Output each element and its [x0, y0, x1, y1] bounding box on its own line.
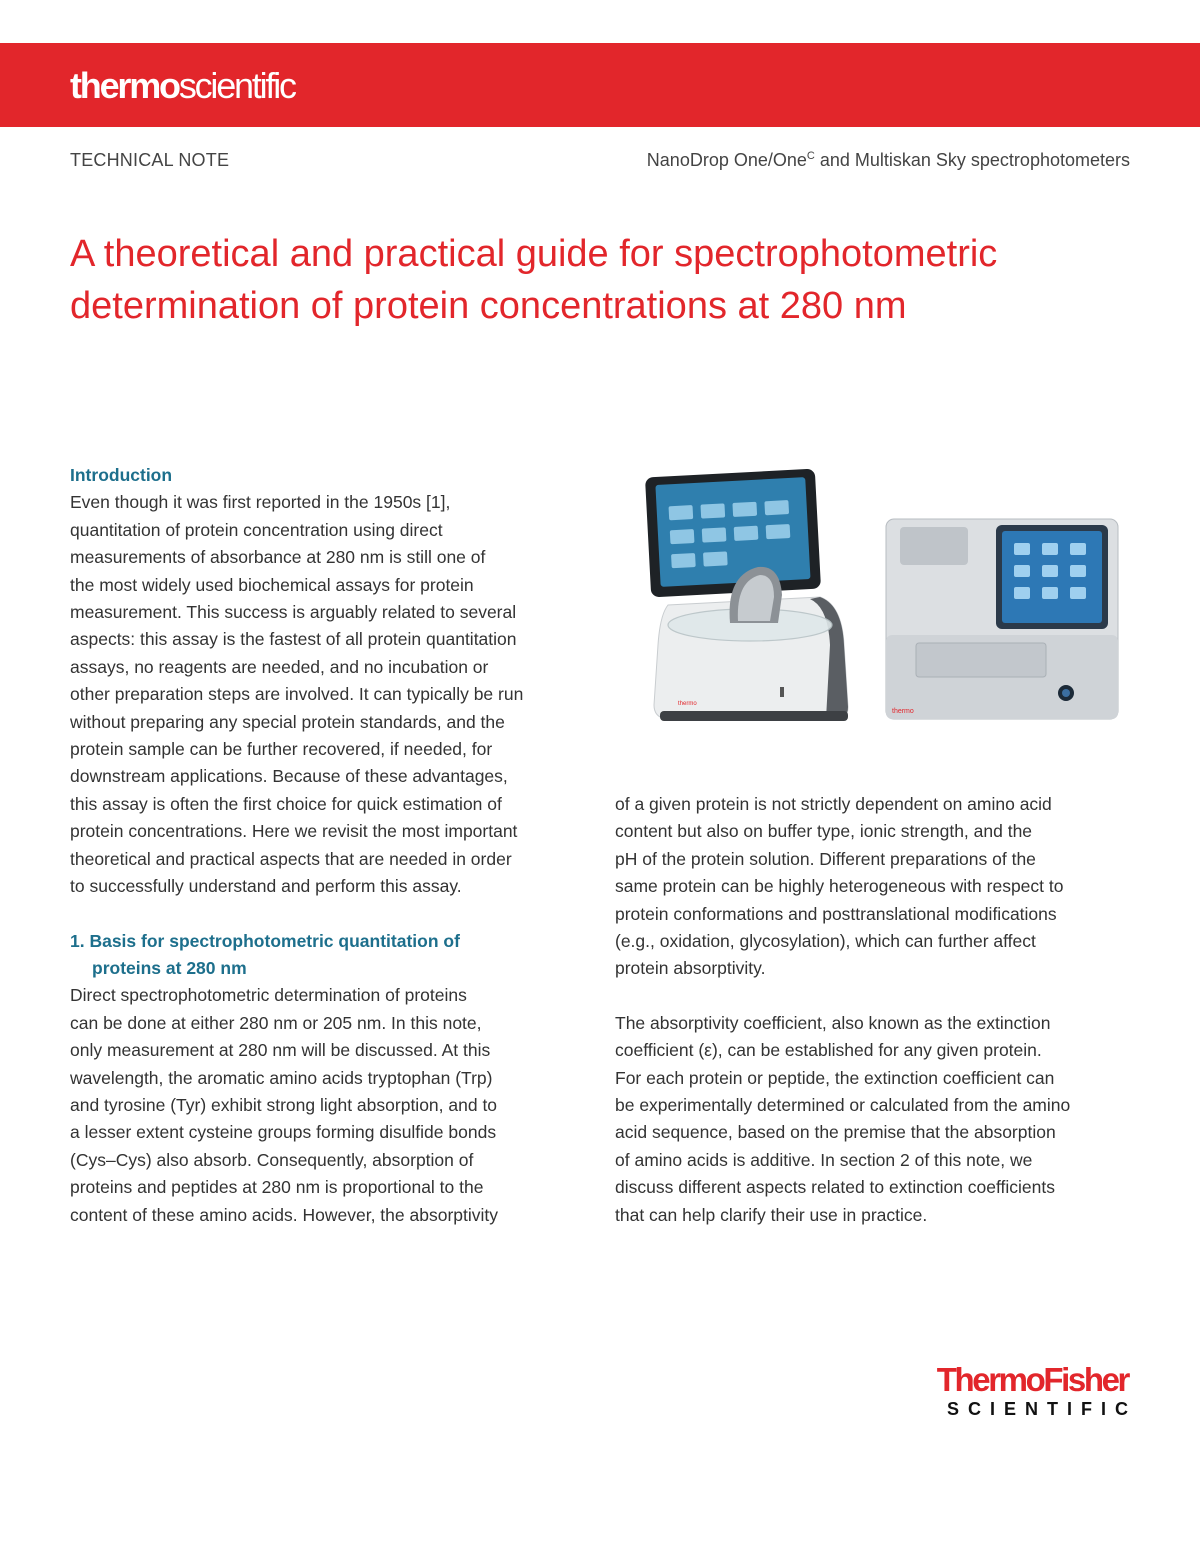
text-line: only measurement at 280 nm will be discussed. At this [70, 1040, 491, 1061]
text-line: content but also on buffer type, ionic strength, and the [615, 821, 1033, 842]
text-line: can be done at either 280 nm or 205 nm. In this note, [70, 1012, 482, 1033]
page-title [70, 228, 1150, 332]
product-label [647, 150, 1130, 171]
svg-text:thermo: thermo [892, 708, 914, 715]
svg-text:thermo: thermo [678, 701, 697, 707]
nanodrop-instrument-image [645, 469, 848, 721]
product-sup: C [806, 150, 815, 162]
product-photo [630, 455, 1140, 755]
text-line: acid sequence, based on the premise that the absorption [615, 1122, 1056, 1143]
text-line: quantitation of protein concentration using direct [70, 519, 443, 540]
brand-part2: scientific [178, 65, 295, 106]
text-line: coefficient (ε), can be established for any given protein. [615, 1040, 1042, 1061]
introduction-heading: Introduction [70, 465, 173, 485]
multiskan-instrument-image [886, 519, 1118, 719]
text-line: The absorptivity coefficient, also known as the extinction [615, 1012, 1051, 1033]
text-line: a lesser extent cysteine groups forming disulfide bonds [70, 1122, 497, 1143]
paragraph-extinction-coefficient [615, 1010, 1135, 1229]
text-line: to successfully understand and perform this assay. [70, 876, 462, 897]
text-line: theoretical and practical aspects that are needed in order [70, 848, 512, 869]
text-line: discuss different aspects related to extinction coefficients [615, 1177, 1056, 1198]
text-line: wavelength, the aromatic amino acids tryptophan (Trp) [70, 1067, 493, 1088]
text-line: that can help clarify their use in practice. [615, 1204, 928, 1225]
paragraph-gap [615, 983, 1135, 1010]
logo-line-1: ThermoFisher [936, 1361, 1128, 1398]
text-line: proteins and peptides at 280 nm is proportional to the [70, 1177, 484, 1198]
text-line: Direct spectrophotometric determination of proteins [70, 985, 467, 1006]
product-suffix: and Multiskan Sky spectrophotometers [814, 150, 1130, 170]
title-line-2: determination of protein concentrations at 280 nm [70, 285, 907, 327]
section-1-heading-line-2: proteins at 280 nm [92, 957, 247, 978]
text-line: Even though it was first reported in the 1950s [1], [70, 492, 451, 513]
text-line: other preparation steps are involved. It can typically be run [70, 684, 524, 705]
text-line: this assay is often the first choice for quick estimation of [70, 793, 502, 814]
product-prefix: NanoDrop One/One [646, 150, 807, 170]
thermo-fisher-logo [936, 1361, 1137, 1420]
doc-type-label: TECHNICAL NOTE [70, 150, 230, 170]
introduction-body [70, 489, 590, 900]
text-line: measurement. This success is arguably related to several [70, 602, 517, 623]
text-line: same protein can be highly heterogeneous with respect to [615, 876, 1064, 897]
text-line: and tyrosine (Tyr) exhibit strong light absorption, and to [70, 1094, 498, 1115]
section-1-heading [70, 928, 590, 983]
paragraph-absorptivity [615, 791, 1135, 983]
text-line: measurements of absorbance at 280 nm is still one of [70, 547, 486, 568]
section-1-heading-line-1: 1. Basis for spectrophotometric quantitation of [70, 930, 460, 951]
text-line: protein conformations and posttranslational modifications [615, 903, 1057, 924]
text-line: downstream applications. Because of these advantages, [70, 766, 508, 787]
section-1-body [70, 982, 590, 1229]
text-line: (e.g., oxidation, glycosylation), which can further affect [615, 931, 1036, 952]
text-line: of a given protein is not strictly dependent on amino acid [615, 794, 1052, 814]
brand-part1: thermo [70, 65, 179, 106]
text-line: For each protein or peptide, the extinction coefficient can [615, 1067, 1055, 1088]
text-line: content of these amino acids. However, the absorptivity [70, 1204, 499, 1225]
text-line: aspects: this assay is the fastest of all protein quantitation [70, 629, 517, 650]
text-line: assays, no reagents are needed, and no incubation or [70, 656, 489, 677]
thermo-scientific-logo [70, 66, 295, 106]
right-column [615, 791, 1135, 1229]
text-line: without preparing any special protein standards, and the [70, 711, 505, 732]
text-line: (Cys–Cys) also absorb. Consequently, absorption of [70, 1149, 474, 1170]
left-column [70, 462, 590, 1229]
text-line: protein concentrations. Here we revisit the most important [70, 821, 518, 842]
text-line: pH of the protein solution. Different preparations of the [615, 848, 1036, 869]
text-line: of amino acids is additive. In section 2 of this note, we [615, 1149, 1033, 1170]
logo-line-2: SCIENTIFIC [946, 1399, 1137, 1419]
text-line: be experimentally determined or calculated from the amino [615, 1095, 1071, 1116]
text-line: protein sample can be further recovered, if needed, for [70, 739, 493, 760]
text-line: the most widely used biochemical assays for protein [70, 574, 474, 595]
title-line-1: A theoretical and practical guide for spectrophotometric [70, 233, 998, 275]
text-line: protein absorptivity. [615, 958, 766, 979]
